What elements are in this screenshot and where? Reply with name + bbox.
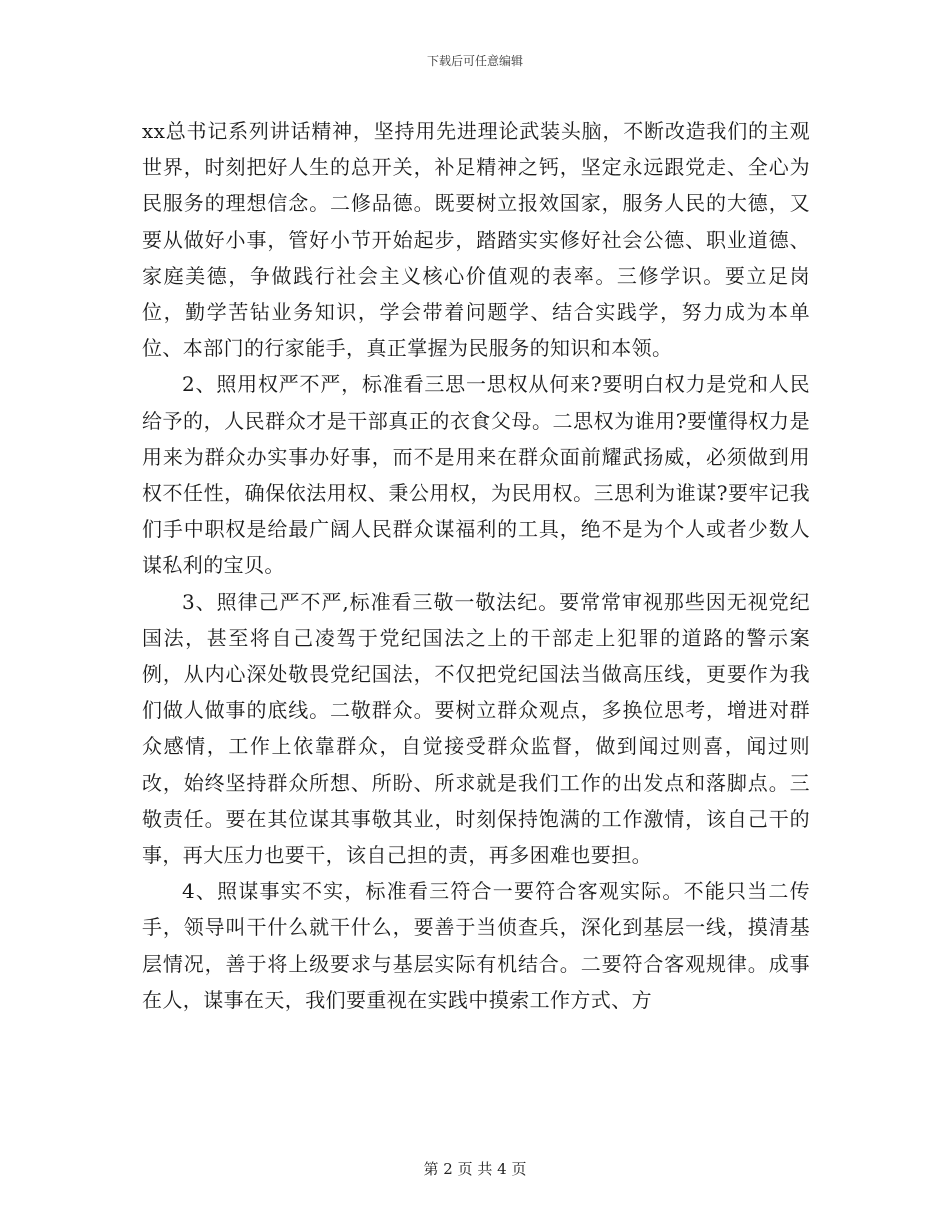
page-header: 下载后可任意编辑 (426, 54, 523, 68)
document-body (142, 113, 810, 1018)
paragraph-2: 2、照用权严不严，标准看三思一思权从何来?要明白权力是党和人民给予的，人民群众才是干部真正的衣食父母。二思权为谁用?要懂得权力是用来为群众办实事办好事，而不是用来在群众面前耀武扬威，必须做到用权不任性，确保依法用权、秉公用权，为民用权。三思利为谁谋?要牢记我们手中职权是给最广阔人民群众谋福利的工具，绝不是为个人或者少数人谋私利的宝贝。 (142, 372, 810, 578)
paragraph-4: 4、照谋事实不实，标准看三符合一要符合客观实际。不能只当二传手，领导叫干什么就干什么，要善于当侦查兵，深化到基层一线，摸清基层情况，善于将上级要求与基层实际有机结合。二要符合客观规律。成事在人，谋事在天，我们要重视在实践中摸索工作方式、方 (142, 879, 810, 1012)
paragraph-3: 3、照律己严不严,标准看三敬一敬法纪。要常常审视那些因无视党纪国法，甚至将自己凌驾于党纪国法之上的干部走上犯罪的道路的警示案例，从内心深处敬畏党纪国法，不仅把党纪国法当做高压线，更要作为我们做人做事的底线。二敬群众。要树立群众观点，多换位思考，增进对群众感情，工作上依靠群众，自觉接受群众监督，做到闻过则喜，闻过则改，始终坚持群众所想、所盼、所求就是我们工作的出发点和落脚点。三敬责任。要在其位谋其事敬其业，时刻保持饱满的工作激情，该自己干的事，再大压力也要干，该自己担的责，再多困难也要担。 (142, 589, 810, 868)
page-footer: 第 2 页 共 4 页 (423, 1160, 527, 1178)
paragraph-1: xx总书记系列讲话精神，坚持用先进理论武装头脑，不断改造我们的主观世界，时刻把好人生的总开关，补足精神之钙，坚定永远跟党走、全心为民服务的理想信念。二修品德。既要树立报效国家，服务人民的大德，又要从做好小事，管好小节开始起步，踏踏实实修好社会公德、职业道德、家庭美德，争做践行社会主义核心价值观的表率。三修学识。要立足岗位，勤学苦钻业务知识，学会带着问题学、结合实践学，努力成为本单位、本部门的行家能手，真正掌握为民服务的知识和本领。 (142, 119, 810, 361)
